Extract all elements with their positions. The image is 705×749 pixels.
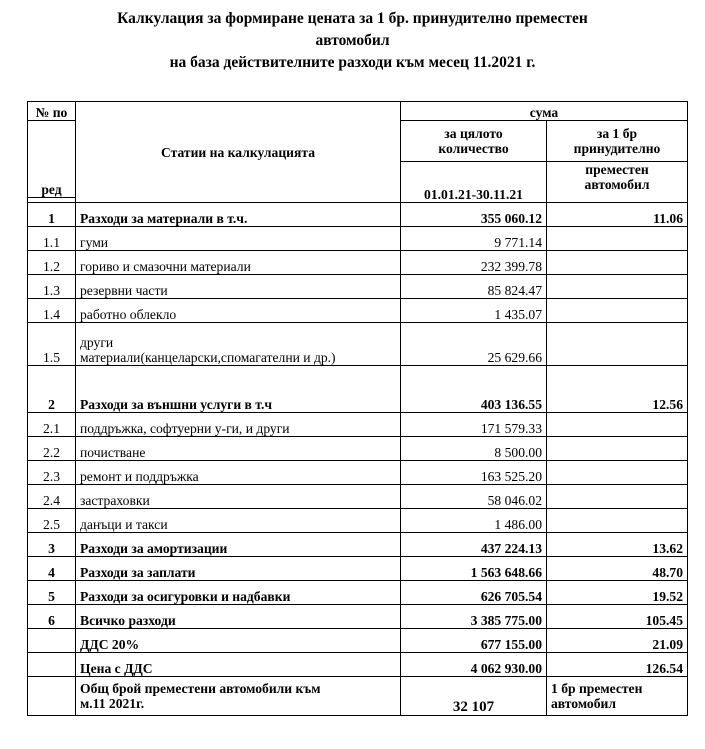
row-no: 1.4 [28,299,76,323]
table-row [28,629,688,653]
row-no: 1 [28,203,76,227]
footer-name-line1: Общ брой преместени автомобили към [80,681,321,696]
row-total: 1 563 648.66 [401,557,547,581]
row-total: 8 500.00 [401,437,547,461]
header-per-unit-bottom [547,162,688,203]
row-unit: 21.09 [547,629,688,653]
row-total: 163 525.20 [401,461,547,485]
row-unit: 19.52 [547,581,688,605]
row-no: 4 [28,557,76,581]
row-no [28,653,76,677]
row-unit [547,437,688,461]
header-per-unit-top [547,121,688,162]
row-name: Разходи за материали в т.ч. [76,203,401,227]
table-row [28,461,688,485]
row-unit: 11.06 [547,203,688,227]
table-row [28,581,688,605]
row-total: 232 399.78 [401,251,547,275]
row-total: 3 385 775.00 [401,605,547,629]
header-sum: сума [401,102,688,121]
table-row [28,251,688,275]
footer-name-line2: м.11 2021г. [80,696,145,711]
footer-unit-line2: автомобил [551,696,616,711]
document-title [0,8,705,74]
table-row [28,227,688,251]
footer-total: 32 107 [401,677,547,716]
row-total: 1 435.07 [401,299,547,323]
row-no: 2.5 [28,509,76,533]
table-row [28,366,688,413]
row-unit [547,509,688,533]
row-no: 1.1 [28,227,76,251]
row-name: поддръжка, софтуерни у-ги, и други [76,413,401,437]
row-unit: 48.70 [547,557,688,581]
header-total-line1: за цялото [444,126,503,141]
header-per-unit-line4: автомобил [584,177,650,192]
table-row [28,557,688,581]
row-unit: 126.54 [547,653,688,677]
table-row [28,275,688,299]
row-name: гуми [76,227,401,251]
row-total: 677 155.00 [401,629,547,653]
row-unit [547,413,688,437]
table-row [28,437,688,461]
row-total: 9 771.14 [401,227,547,251]
row-name: работно облекло [76,299,401,323]
row-unit [547,275,688,299]
table-row [28,605,688,629]
header-total-line2: количество [438,141,509,156]
table-row [28,509,688,533]
header-items: Статии на калкулацията [76,102,401,203]
title-line-3: на база действителните разходи към месец 11.2021 г. [169,54,536,71]
row-unit: 13.62 [547,533,688,557]
row-no: 1.5 [28,323,76,366]
row-name-line2: материали(канцеларски,спомагателни и др.) [80,350,336,365]
row-total: 85 824.47 [401,275,547,299]
table-row [28,485,688,509]
table-row [28,413,688,437]
footer-unit-line1: 1 бр преместен [551,681,643,696]
table-footer-row [28,677,688,716]
row-name: данъци и такси [76,509,401,533]
row-no [28,677,76,716]
row-no: 2.3 [28,461,76,485]
row-name: Разходи за амортизации [76,533,401,557]
header-no-line1: № по [28,102,76,121]
table-row [28,323,688,366]
row-no: 2.4 [28,485,76,509]
row-no: 6 [28,605,76,629]
row-name: ДДС 20% [76,629,401,653]
row-name: резервни части [76,275,401,299]
row-name: почистване [76,437,401,461]
row-total: 403 136.55 [401,366,547,413]
row-total: 171 579.33 [401,413,547,437]
row-unit [547,461,688,485]
table-row [28,653,688,677]
row-name-line1: други [80,335,114,350]
row-total: 25 629.66 [401,323,547,366]
title-line-2: автомобил [315,32,390,49]
row-total: 4 062 930.00 [401,653,547,677]
row-name: гориво и смазочни материали [76,251,401,275]
row-no: 3 [28,533,76,557]
row-unit [547,299,688,323]
footer-unit [547,677,688,716]
row-no: 1.2 [28,251,76,275]
row-unit: 12.56 [547,366,688,413]
row-total: 437 224.13 [401,533,547,557]
header-per-unit-line1: за 1 бр [596,126,638,141]
row-unit: 105.45 [547,605,688,629]
header-per-unit-line3: преместен [585,162,649,177]
row-no: 1.3 [28,275,76,299]
row-total: 58 046.02 [401,485,547,509]
row-no: 2 [28,366,76,413]
row-name: Разходи за външни услуги в т.ч [76,366,401,413]
row-name: Разходи за заплати [76,557,401,581]
table-row [28,299,688,323]
row-no [28,629,76,653]
row-total: 626 705.54 [401,581,547,605]
row-no: 2.2 [28,437,76,461]
row-total: 1 486.00 [401,509,547,533]
calculation-table [27,101,688,716]
row-no: 5 [28,581,76,605]
row-unit [547,485,688,509]
row-name: Разходи за осигуровки и надбавки [76,581,401,605]
row-no: 2.1 [28,413,76,437]
header-per-unit-line2: принудително [573,141,661,156]
row-name [76,323,401,366]
row-name: ремонт и поддръжка [76,461,401,485]
header-period: 01.01.21-30.11.21 [401,162,547,203]
row-name: застраховки [76,485,401,509]
table-row [28,203,688,227]
row-unit [547,323,688,366]
footer-name [76,677,401,716]
title-line-1: Калкулация за формиране цената за 1 бр. принудително преместен [117,10,588,27]
row-unit [547,251,688,275]
table-row [28,533,688,557]
header-no-line2: ред [28,121,76,198]
row-name: Цена с ДДС [76,653,401,677]
row-name: Всичко разходи [76,605,401,629]
row-unit [547,227,688,251]
row-total: 355 060.12 [401,203,547,227]
header-total [401,121,547,162]
